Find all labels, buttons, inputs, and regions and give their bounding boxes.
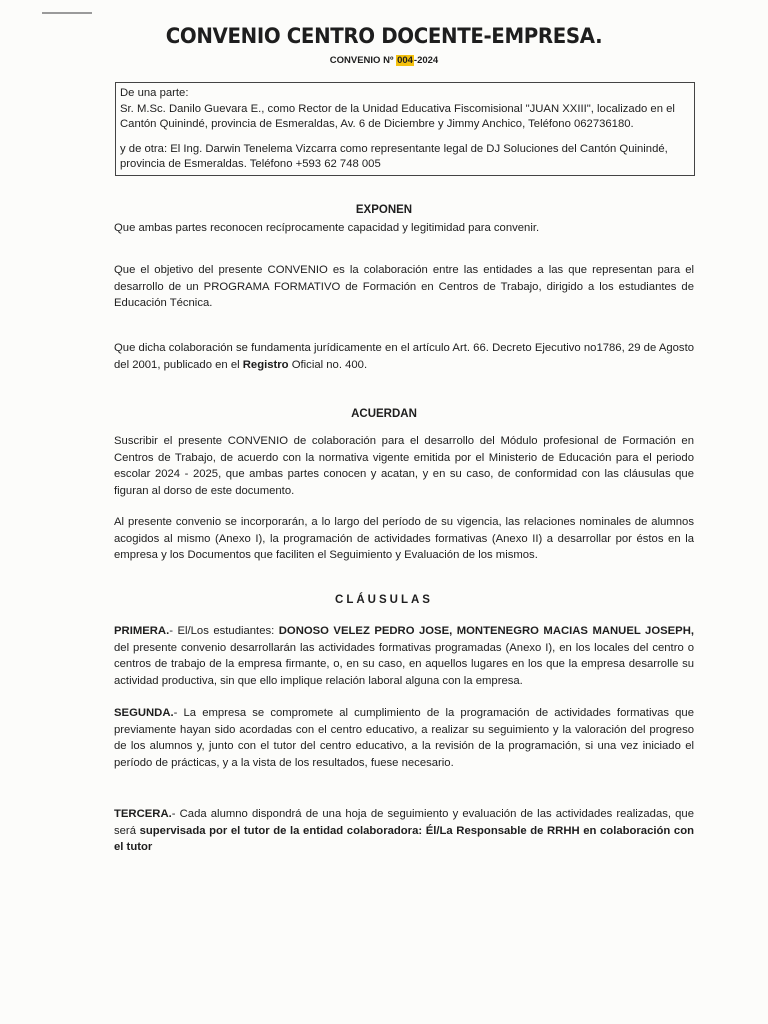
exponen-p3-bold: Registro [242,358,289,371]
exponen-p3-after: Oficial no. 400. [288,358,368,371]
acuerdan-heading: ACUERDAN [351,408,417,420]
convenio-number-highlight: 004 [397,55,413,66]
convenio-number-prefix: CONVENIO Nº [329,55,397,66]
clausula-segunda [114,705,694,771]
primera-label: PRIMERA. [114,625,170,637]
document-title: CONVENIO CENTRO DOCENTE-EMPRESA. [165,24,603,49]
primera-lead: - El/Los estudiantes: [169,625,279,637]
parties-intro: De una parte: [120,87,189,99]
acuerdan-p2: Al presente convenio se incorporarán, a lo largo del período de su vigencia, las relaciones nominales de alumnos acogidos al mismo (Anexo I), la programación de actividades formativas (Anexo II) a desarrollar por éstos en la empresa y los Documentos que faciliten el Seguimiento y Evaluación de los mismos. [114,516,694,561]
exponen-p3-before: Que dicha colaboración se fundamenta jurídicamente en el artículo Art. 66. Decreto Ejecutivo no1786, 29 de Agosto del 2001, publicado en el [114,342,694,371]
party-two: y de otra: El Ing. Darwin Tenelema Vizcarra como representante legal de DJ Soluciones del Cantón Quinindé, provincia de Esmeraldas. Teléfono +593 62 748 005 [120,142,668,170]
corner-mark [42,12,92,14]
exponen-heading: EXPONEN [355,204,413,216]
clausula-primera [114,623,694,689]
segunda-text: - La empresa se compromete al cumplimiento de la programación de actividades formativas que previamente hayan sido acordadas con el centro educativo, a realizar su seguimiento y la valoración del progreso de los alumnos y, junto con el tutor del centro educativo, a la revisión de la programación, si una vez iniciado el período de prácticas, y a la vista de los resultados, fuese necesario. [114,707,694,769]
exponen-p2: Que el objetivo del presente CONVENIO es la colaboración entre las entidades a las que representan para el desarrollo de un PROGRAMA FORMATIVO de Formación en Centros de Trabajo, dirigido a los estudiantes de Educación Técnica. [114,264,694,309]
convenio-number [0,55,768,66]
segunda-label: SEGUNDA. [114,707,174,719]
tercera-text: - Cada alumno dispondrá de una hoja de seguimiento y evaluación de las actividades realizadas, que será [114,808,694,837]
clausula-tercera [114,806,694,856]
tercera-label: TERCERA. [114,808,172,820]
exponen-paragraph-2 [114,262,694,312]
primera-rest: del presente convenio desarrollarán las actividades formativas programadas (Anexo I), en los locales del centro o centros de trabajo de la empresa firmante, o, en su caso, en aquellos lugares en los que la empresa desarrolle su actividad productiva, sin que ello implique relación laboral alguna con la empresa. [114,641,694,687]
convenio-number-suffix: -2024 [413,55,439,66]
acuerdan-paragraph-2 [114,514,694,564]
exponen-p1: Que ambas partes reconocen recíprocamente capacidad y legitimidad para convenir. [114,222,540,234]
party-one: Sr. M.Sc. Danilo Guevara E., como Rector de la Unidad Educativa Fiscomisional "JUAN XXIII", localizado en el Cantón Quinindé, provincia de Esmeraldas, Av. 6 de Diciembre y Jimmy Anchico, Teléfono 062736180. [120,102,675,130]
acuerdan-paragraph-1 [114,433,694,499]
clausulas-heading: CLÁUSULAS [335,594,433,606]
acuerdan-p1: Suscribir el presente CONVENIO de colaboración para el desarrollo del Módulo profesional de Formación en Centros de Trabajo, de acuerdo con la normativa vigente emitida por el Ministerio de Educación para el periodo escolar 2024 - 2025, que ambas partes conocen y acatan, y en su caso, de conformidad con las cláusulas que figuran al dorso de este documento. [114,435,694,497]
exponen-paragraph-1 [114,220,694,237]
parties-box [115,82,695,176]
exponen-paragraph-3 [114,340,694,373]
primera-names: DONOSO VELEZ PEDRO JOSE, MONTENEGRO MACIAS MANUEL JOSEPH, [278,625,695,637]
tercera-bold: supervisada por el tutor de la entidad colaboradora: Él/La Responsable de RRHH en colaboración con el tutor [114,824,694,853]
